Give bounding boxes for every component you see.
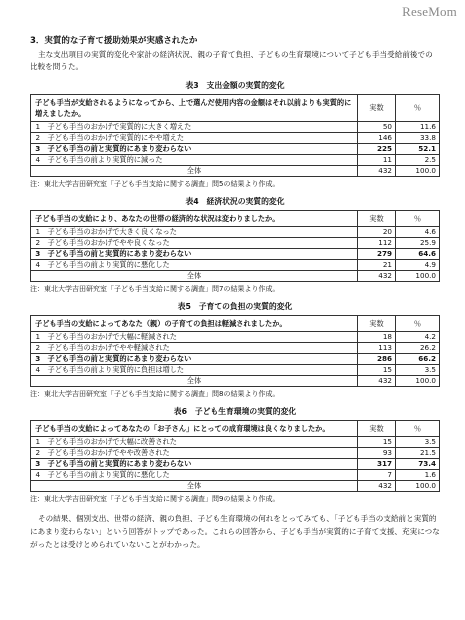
total-row xyxy=(31,271,440,282)
row-percent: 1.6 xyxy=(396,470,440,481)
tables-container xyxy=(30,80,440,504)
row-count: 20 xyxy=(358,227,396,238)
row-number: 2 xyxy=(31,343,45,354)
row-percent: 25.9 xyxy=(396,238,440,249)
table-question: 子ども手当の支給によってあなたの「お子さん」にとっての成育環境は良くなりましたか。 xyxy=(31,421,358,437)
survey-table-block xyxy=(30,196,440,294)
table-row xyxy=(31,332,440,343)
total-percent: 100.0 xyxy=(396,376,440,387)
row-label: 子ども手当の前より実質的に悪化した xyxy=(45,470,358,481)
document-page xyxy=(30,34,440,551)
total-row xyxy=(31,481,440,492)
table-title: 表5 子育ての負担の実質的変化 xyxy=(177,302,293,311)
table-title: 表3 支出金額の実質的変化 xyxy=(185,81,285,90)
column-header-percent: ％ xyxy=(396,211,440,227)
row-count: 286 xyxy=(358,354,396,365)
table-row xyxy=(31,354,440,365)
resemom-logo: ReseMom xyxy=(402,4,457,19)
table-title: 表6 子ども生育環境の実質的変化 xyxy=(173,407,297,416)
total-label: 全体 xyxy=(31,166,358,177)
total-label: 全体 xyxy=(31,376,358,387)
column-header-count: 実数 xyxy=(358,316,396,332)
table-row xyxy=(31,133,440,144)
row-number: 4 xyxy=(31,365,45,376)
row-label: 子ども手当の前と実質的にあまり変わらない xyxy=(45,459,358,470)
row-count: 112 xyxy=(358,238,396,249)
row-percent: 11.6 xyxy=(396,122,440,133)
row-label: 子ども手当のおかげで大きく良くなった xyxy=(45,227,358,238)
row-percent: 73.4 xyxy=(396,459,440,470)
row-percent: 4.2 xyxy=(396,332,440,343)
row-number: 2 xyxy=(31,238,45,249)
conclusion-paragraph: その結果、個別支出、世帯の経済、親の負担、子ども生育環境の何れをとってみても、「子ども手当の支給前と実質的にあまり変わらない」という回答がトップであった。これらの回答から、子ども手当が実質的に子育て支援、充実につながったとは受けとめられていないことがわかった。 xyxy=(30,514,440,549)
row-percent: 64.6 xyxy=(396,249,440,260)
row-label: 子ども手当のおかげで大幅に軽減された xyxy=(45,332,358,343)
row-count: 279 xyxy=(358,249,396,260)
table-row xyxy=(31,155,440,166)
total-label: 全体 xyxy=(31,481,358,492)
row-percent: 21.5 xyxy=(396,448,440,459)
row-label: 子ども手当の前より実質的に減った xyxy=(45,155,358,166)
row-label: 子ども手当のおかげでやや軽減された xyxy=(45,343,358,354)
table-note: 注：東北大学吉田研究室「子ども手当支給に関する調査」問5の結果より作成。 xyxy=(30,180,280,188)
row-number: 1 xyxy=(31,227,45,238)
row-label: 子ども手当のおかげでやや良くなった xyxy=(45,238,358,249)
row-number: 1 xyxy=(31,122,45,133)
total-row xyxy=(31,166,440,177)
total-percent: 100.0 xyxy=(396,271,440,282)
table-row xyxy=(31,448,440,459)
row-count: 50 xyxy=(358,122,396,133)
column-header-count: 実数 xyxy=(358,211,396,227)
row-count: 7 xyxy=(358,470,396,481)
row-label: 子ども手当のおかげで実質的に大きく増えた xyxy=(45,122,358,133)
row-number: 2 xyxy=(31,133,45,144)
row-label: 子ども手当の前より実質的に悪化した xyxy=(45,260,358,271)
table-row xyxy=(31,437,440,448)
section-heading: 3．実質的な子育て援助効果が実感されたか xyxy=(30,36,198,46)
row-count: 15 xyxy=(358,437,396,448)
row-number: 4 xyxy=(31,260,45,271)
row-percent: 4.6 xyxy=(396,227,440,238)
table-note: 注：東北大学吉田研究室「子ども手当支給に関する調査」問7の結果より作成。 xyxy=(30,285,280,293)
row-label: 子ども手当のおかげで大幅に改善された xyxy=(45,437,358,448)
row-label: 子ども手当の前と実質的にあまり変わらない xyxy=(45,144,358,155)
table-row xyxy=(31,122,440,133)
row-count: 21 xyxy=(358,260,396,271)
row-number: 1 xyxy=(31,437,45,448)
table-note: 注：東北大学吉田研究室「子ども手当支給に関する調査」問9の結果より作成。 xyxy=(30,495,280,503)
table-question: 子ども手当が支給されるようになってから、上で選んだ使用内容の金額はそれ以前よりも実質的に増えましたか。 xyxy=(31,95,358,122)
row-number: 1 xyxy=(31,332,45,343)
column-header-percent: ％ xyxy=(396,95,440,122)
survey-table-block xyxy=(30,406,440,504)
survey-table xyxy=(30,210,440,282)
row-percent: 52.1 xyxy=(396,144,440,155)
row-label: 子ども手当のおかげでやや改善された xyxy=(45,448,358,459)
row-number: 4 xyxy=(31,155,45,166)
row-percent: 26.2 xyxy=(396,343,440,354)
row-number: 3 xyxy=(31,459,45,470)
total-count: 432 xyxy=(358,271,396,282)
row-percent: 4.9 xyxy=(396,260,440,271)
table-row xyxy=(31,144,440,155)
row-number: 3 xyxy=(31,144,45,155)
column-header-count: 実数 xyxy=(358,95,396,122)
total-count: 432 xyxy=(358,166,396,177)
row-count: 93 xyxy=(358,448,396,459)
survey-table-block xyxy=(30,301,440,399)
row-label: 子ども手当の前と実質的にあまり変わらない xyxy=(45,249,358,260)
row-number: 2 xyxy=(31,448,45,459)
survey-table xyxy=(30,94,440,177)
table-title: 表4 経済状況の実質的変化 xyxy=(185,197,285,206)
table-row xyxy=(31,470,440,481)
total-percent: 100.0 xyxy=(396,481,440,492)
row-count: 113 xyxy=(358,343,396,354)
row-number: 4 xyxy=(31,470,45,481)
row-label: 子ども手当の前と実質的にあまり変わらない xyxy=(45,354,358,365)
table-note: 注：東北大学吉田研究室「子ども手当支給に関する調査」問8の結果より作成。 xyxy=(30,390,280,398)
row-percent: 33.8 xyxy=(396,133,440,144)
total-percent: 100.0 xyxy=(396,166,440,177)
survey-table xyxy=(30,315,440,387)
row-percent: 3.5 xyxy=(396,437,440,448)
table-row xyxy=(31,343,440,354)
table-row xyxy=(31,260,440,271)
row-number: 3 xyxy=(31,249,45,260)
table-row xyxy=(31,227,440,238)
total-count: 432 xyxy=(358,376,396,387)
column-header-percent: ％ xyxy=(396,316,440,332)
table-question: 子ども手当の支給によってあなた（親）の子育ての負担は軽減されましたか。 xyxy=(31,316,358,332)
survey-table-block xyxy=(30,80,440,189)
row-count: 18 xyxy=(358,332,396,343)
row-count: 11 xyxy=(358,155,396,166)
total-count: 432 xyxy=(358,481,396,492)
row-percent: 3.5 xyxy=(396,365,440,376)
row-count: 225 xyxy=(358,144,396,155)
row-percent: 66.2 xyxy=(396,354,440,365)
total-row xyxy=(31,376,440,387)
total-label: 全体 xyxy=(31,271,358,282)
column-header-percent: ％ xyxy=(396,421,440,437)
row-count: 15 xyxy=(358,365,396,376)
row-label: 子ども手当のおかげで実質的にやや増えた xyxy=(45,133,358,144)
row-percent: 2.5 xyxy=(396,155,440,166)
intro-paragraph: 主な支出項目の実質的変化や家計の経済状況、親の子育て負担、子どもの生育環境について子ども手当受給前後での比較を問うた。 xyxy=(30,50,433,71)
table-row xyxy=(31,365,440,376)
table-row xyxy=(31,249,440,260)
row-count: 146 xyxy=(358,133,396,144)
table-question: 子ども手当の支給により、あなたの世帯の経済的な状況は変わりましたか。 xyxy=(31,211,358,227)
table-row xyxy=(31,459,440,470)
row-number: 3 xyxy=(31,354,45,365)
column-header-count: 実数 xyxy=(358,421,396,437)
table-row xyxy=(31,238,440,249)
row-count: 317 xyxy=(358,459,396,470)
survey-table xyxy=(30,420,440,492)
row-label: 子ども手当の前より実質的に負担は増した xyxy=(45,365,358,376)
